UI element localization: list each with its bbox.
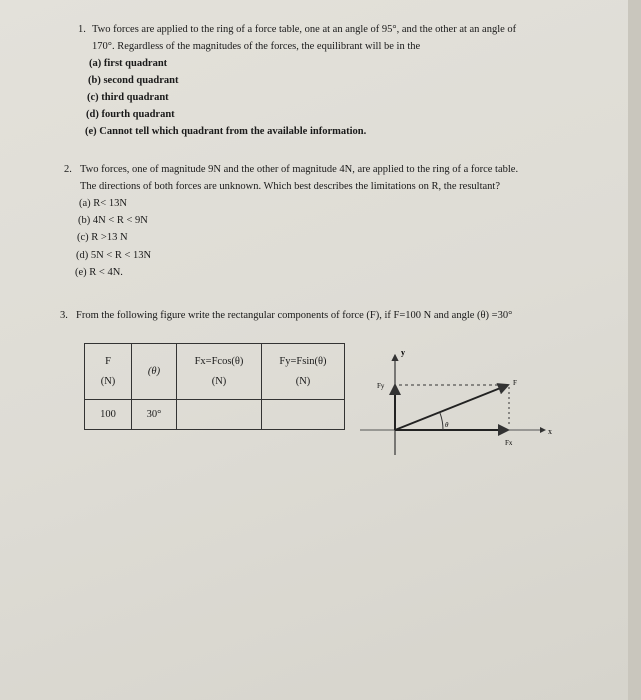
q1-line1: Two forces are applied to the ring of a force table, one at an angle of 95°, and the other at an angle of (92, 24, 517, 35)
label-fx: Fx (505, 439, 513, 447)
header-fx: Fx=Fcos(θ) (194, 355, 244, 367)
page-edge (628, 0, 641, 700)
q2-line2: The directions of both forces are unknown. Which best describes the limitations on R, the resultant? (80, 181, 500, 192)
label-fy: Fy (377, 382, 385, 390)
q3-number: 3. (60, 310, 68, 321)
q1-option-c: (c) third quadrant (87, 92, 169, 103)
cell-fy (262, 400, 345, 430)
force-diagram (355, 345, 555, 460)
q1-line2: 170°. Regardless of the magnitudes of the forces, the equilibrant will be in the (92, 41, 421, 52)
q1-number: 1. (78, 24, 86, 35)
q2-option-d: (d) 5N < R < 13N (76, 250, 152, 261)
header-theta: (θ) (147, 365, 161, 377)
f-vector (395, 385, 508, 430)
components-table (84, 343, 345, 430)
q2-option-e: (e) R < 4N. (75, 267, 123, 278)
q2-number: 2. (64, 164, 72, 175)
q1-option-a: (a) first quadrant (89, 58, 168, 69)
header-f-unit: (N) (100, 375, 116, 387)
q2-line1: Two forces, one of magnitude 9N and the other of magnitude 4N, are applied to the ring of a force table. (80, 164, 519, 175)
label-f: F (513, 379, 517, 387)
cell-fx (177, 400, 262, 430)
cell-theta: 30° (132, 400, 177, 430)
header-fx-unit: (N) (211, 375, 227, 387)
label-y: y (401, 348, 405, 357)
header-fy: Fy=Fsin(θ) (279, 355, 327, 367)
label-x: x (548, 427, 552, 436)
q1-option-b: (b) second quadrant (88, 75, 179, 86)
q2-option-b: (b) 4N < R < 9N (78, 215, 148, 226)
q2-option-c: (c) R >13 N (77, 232, 128, 243)
label-theta: θ (445, 421, 449, 429)
cell-f: 100 (85, 400, 132, 430)
q3-text: From the following figure write the rectangular components of force (F), if F=100 N and angle (θ) =30° (76, 310, 513, 321)
q2-option-a: (a) R< 13N (79, 198, 127, 209)
q1-option-d: (d) fourth quadrant (86, 109, 175, 120)
header-f: F (105, 355, 111, 367)
q1-option-e: (e) Cannot tell which quadrant from the available information. (85, 126, 367, 137)
angle-arc (440, 413, 443, 430)
header-fy-unit: (N) (295, 375, 311, 387)
